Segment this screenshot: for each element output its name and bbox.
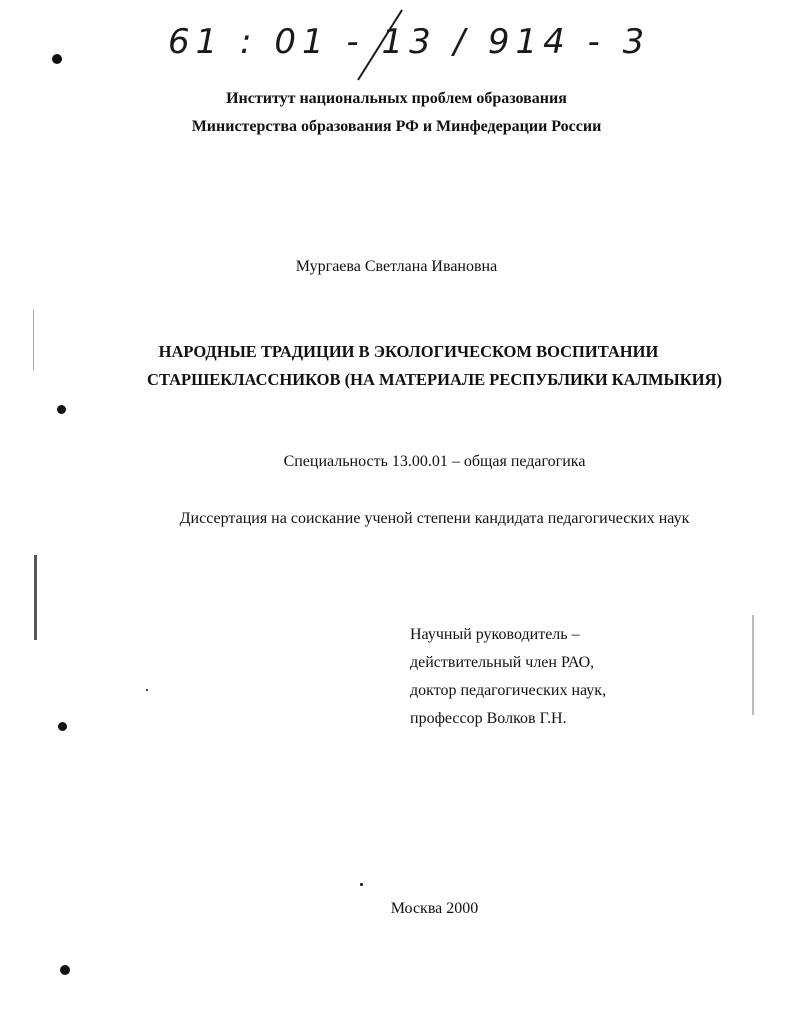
scan-edge-shadow — [34, 555, 37, 640]
handwritten-slash-mark — [340, 8, 420, 83]
institute-name: Институт национальных проблем образования — [226, 90, 567, 107]
thesis-title-line-1: НАРОДНЫЕ ТРАДИЦИИ В ЭКОЛОГИЧЕСКОМ ВОСПИТАНИИ — [158, 342, 659, 361]
dissertation-degree: Диссертация на соискание ученой степени кандидата педагогических наук — [179, 510, 690, 527]
ministry-name: Министерства образования РФ и Минфедерации России — [191, 118, 602, 135]
advisor-line-4: профессор Волков Г.Н. — [410, 710, 567, 727]
city-and-year: Москва 2000 — [390, 900, 479, 917]
advisor-line-1: Научный руководитель – — [410, 626, 580, 643]
thesis-title-line-2: СТАРШЕКЛАССНИКОВ (НА МАТЕРИАЛЕ РЕСПУБЛИКИ КАЛМЫКИЯ) — [147, 370, 722, 389]
scan-edge-shadow — [752, 615, 754, 715]
specialty: Специальность 13.00.01 – общая педагогика — [283, 453, 586, 470]
punch-hole-mark — [58, 722, 67, 731]
punch-hole-mark — [60, 965, 70, 975]
punch-hole-mark — [57, 405, 66, 414]
scan-dust-dot — [360, 883, 363, 886]
scientific-advisor-block — [410, 621, 606, 733]
scan-dust-dot — [146, 689, 148, 691]
handwritten-archive-code: 61 : 01 - 13 / 914 - 3 — [168, 22, 651, 62]
scan-edge-shadow — [33, 310, 34, 370]
advisor-line-3: доктор педагогических наук, — [410, 682, 607, 699]
advisor-line-2: действительный член РАО, — [410, 654, 595, 671]
punch-hole-mark — [52, 54, 62, 64]
author-name: Мургаева Светлана Ивановна — [295, 258, 498, 275]
